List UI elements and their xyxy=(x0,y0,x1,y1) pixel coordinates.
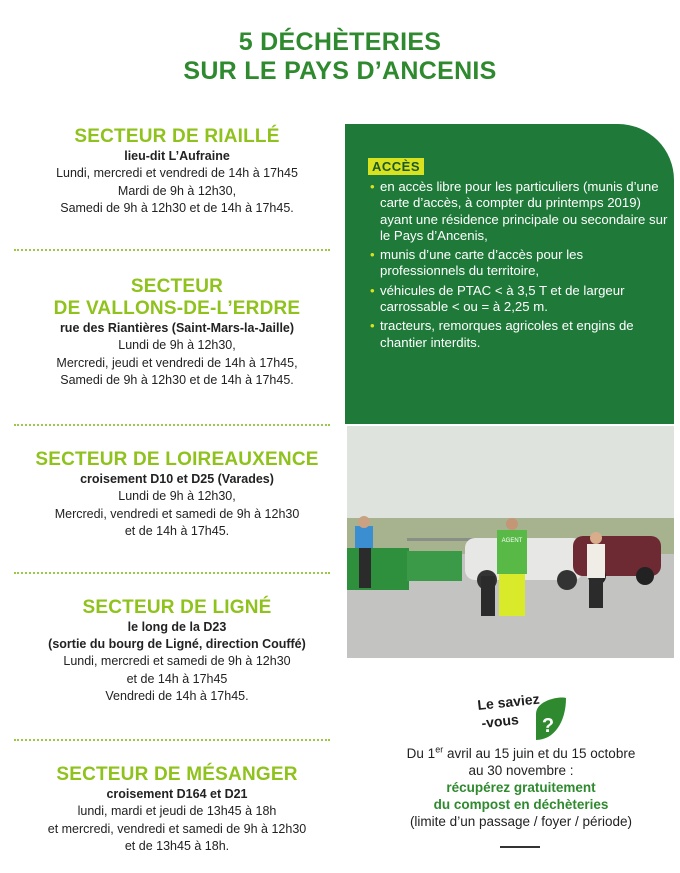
info-sup: er xyxy=(435,744,444,755)
access-rule: • véhicules de PTAC < à 3,5 T et de largeur carrossable < ou = à 2,25 m. xyxy=(368,283,668,316)
recycling-center-photo xyxy=(347,426,674,658)
sector-hours-line: Mardi de 9h à 12h30, xyxy=(117,183,237,198)
access-label: ACCÈS xyxy=(368,158,424,175)
access-rules-list xyxy=(368,179,668,354)
info-line-1b: avril au 15 juin et du 15 octobre xyxy=(443,746,636,761)
info-strong-line: récupérez gratuitement xyxy=(446,780,596,795)
sector-hours-line: lundi, mardi et jeudi de 13h45 à 18h xyxy=(77,804,277,818)
divider xyxy=(14,424,330,426)
sector-hours-line: Samedi de 9h à 12h30 et de 14h à 17h45. xyxy=(60,201,294,215)
title-line-1: 5 DÉCHÈTERIES xyxy=(238,28,442,56)
sector-hours-line: Lundi de 9h à 12h30, xyxy=(118,338,236,352)
did-you-know-line-2: -vous xyxy=(480,711,520,731)
compost-info xyxy=(376,745,666,830)
info-line xyxy=(376,745,666,762)
did-you-know-badge xyxy=(474,694,570,742)
sector-place: croisement D164 et D21 xyxy=(106,787,248,801)
sector-name: DE VALLONS-DE-L’ERDRE xyxy=(53,298,301,319)
sector-hours-line: Lundi, mercredi et vendredi de 14h à 17h45 xyxy=(56,166,298,180)
access-rule: • en accès libre pour les particuliers (munis d’une carte d’accès, à compter du printemps 2019) ayant une résidence principale ou secondaire sur le Pays d’Ancenis, xyxy=(368,179,668,244)
sector-hours-line: Mercredi, vendredi et samedi de 9h à 12h30 xyxy=(54,506,300,521)
sector-place: rue des Riantières (Saint-Mars-la-Jaille) xyxy=(59,321,295,335)
divider xyxy=(14,739,330,741)
info-strong-line: du compost en déchèteries xyxy=(433,797,609,812)
sector-hours-line: Vendredi de 14h à 17h45. xyxy=(105,689,249,703)
sector-riaille xyxy=(14,126,340,218)
question-mark-icon: ? xyxy=(541,715,555,737)
sector-place: croisement D10 et D25 (Varades) xyxy=(80,472,274,486)
divider xyxy=(500,846,540,848)
sector-loireauxence xyxy=(14,449,340,541)
page-title xyxy=(0,28,680,86)
sector-mesanger xyxy=(14,764,340,856)
sector-place: (sortie du bourg de Ligné, direction Couffé) xyxy=(48,637,306,651)
sector-hours-line: Samedi de 9h à 12h30 et de 14h à 17h45. xyxy=(60,373,294,387)
sector-place: lieu-dit L’Aufraine xyxy=(124,149,230,163)
sector-hours-line: Lundi de 9h à 12h30, xyxy=(118,489,236,503)
divider xyxy=(14,249,330,251)
title-line-2: SUR LE PAYS D’ANCENIS xyxy=(183,57,497,85)
vest-text: AGENT xyxy=(501,538,523,544)
divider xyxy=(14,572,330,574)
info-line: (limite d’un passage / foyer / période) xyxy=(409,814,633,829)
sector-name: SECTEUR xyxy=(130,276,224,297)
info-line: au 30 novembre : xyxy=(468,763,574,778)
sector-hours-line: Lundi, mercredi et samedi de 9h à 12h30 xyxy=(63,654,291,668)
sector-ligne xyxy=(14,597,340,706)
sector-hours-line: et de 14h à 17h45. xyxy=(124,524,230,538)
did-you-know-line-1: Le saviez xyxy=(476,694,541,713)
sector-name: SECTEUR DE LOIREAUXENCE xyxy=(35,449,319,470)
sector-name: SECTEUR DE LIGNÉ xyxy=(82,597,272,618)
info-line-1a: Du 1 xyxy=(406,746,436,761)
sector-hours-line: et de 13h45 à 18h. xyxy=(124,839,230,853)
sector-vallons-de-l-erdre xyxy=(14,276,340,390)
sector-hours-line: et de 14h à 17h45 xyxy=(126,671,228,686)
sector-hours-line: Mercredi, jeudi et vendredi de 14h à 17h45, xyxy=(56,355,298,370)
access-rule: • munis d’une carte d’accès pour les professionnels du territoire, xyxy=(368,247,668,280)
photo-illustration xyxy=(347,426,674,658)
did-you-know-graphic xyxy=(474,694,570,742)
sector-name: SECTEUR DE MÉSANGER xyxy=(56,764,298,785)
sector-name: SECTEUR DE RIAILLÉ xyxy=(74,126,280,147)
access-rule: • tracteurs, remorques agricoles et engins de chantier interdits. xyxy=(368,318,668,351)
sector-hours-line: et mercredi, vendredi et samedi de 9h à 12h30 xyxy=(47,821,307,836)
sector-place: le long de la D23 xyxy=(127,620,227,634)
